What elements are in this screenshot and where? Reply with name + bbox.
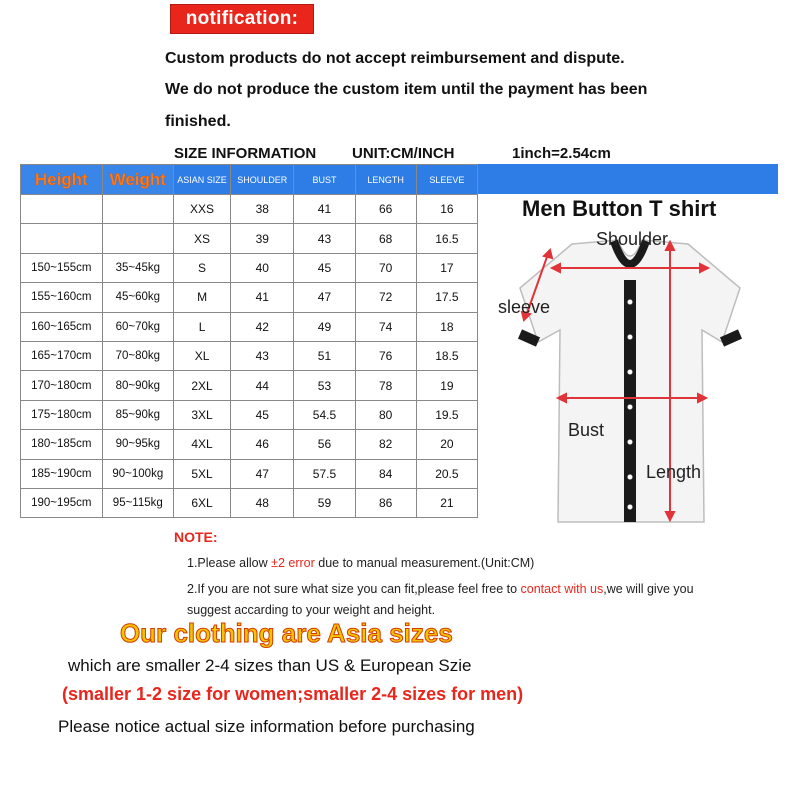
cell-shoulder: 46 bbox=[231, 430, 294, 459]
cell-length: 72 bbox=[355, 283, 416, 312]
cell-shoulder: 44 bbox=[231, 371, 294, 400]
cell-sleeve: 21 bbox=[416, 488, 477, 517]
cell-sleeve: 16 bbox=[416, 195, 477, 224]
header-asian-size: ASIAN SIZE bbox=[174, 165, 231, 195]
cell-length: 76 bbox=[355, 341, 416, 370]
cell-shoulder: 47 bbox=[231, 459, 294, 488]
cell-shoulder: 39 bbox=[231, 224, 294, 253]
size-table-container bbox=[20, 164, 480, 518]
cell-shoulder: 48 bbox=[231, 488, 294, 517]
cell-height: 180~185cm bbox=[21, 430, 103, 459]
size-information-label: SIZE INFORMATION bbox=[174, 144, 317, 162]
table-row bbox=[21, 283, 478, 312]
cell-sleeve: 20.5 bbox=[416, 459, 477, 488]
cell-length: 70 bbox=[355, 253, 416, 282]
cell-height bbox=[21, 195, 103, 224]
shirt-diagram bbox=[490, 192, 790, 532]
cell-asian-size: 5XL bbox=[174, 459, 231, 488]
notice-line: Please notice actual size information before purchasing bbox=[58, 717, 475, 736]
cell-bust: 59 bbox=[294, 488, 355, 517]
cell-length: 86 bbox=[355, 488, 416, 517]
note-line-1-post: due to manual measurement.(Unit:CM) bbox=[314, 556, 535, 570]
cell-height: 160~165cm bbox=[21, 312, 103, 341]
header-length: LENGTH bbox=[355, 165, 416, 195]
cell-length: 68 bbox=[355, 224, 416, 253]
cell-asian-size: 4XL bbox=[174, 430, 231, 459]
notification-line-3: finished. bbox=[165, 113, 231, 130]
cell-height: 150~155cm bbox=[21, 253, 103, 282]
cell-weight: 70~80kg bbox=[102, 341, 173, 370]
cell-weight: 90~100kg bbox=[102, 459, 173, 488]
notification-line-1: Custom products do not accept reimbursement and dispute. bbox=[165, 50, 625, 67]
cell-shoulder: 38 bbox=[231, 195, 294, 224]
button-placket bbox=[624, 280, 636, 522]
cell-sleeve: 18.5 bbox=[416, 341, 477, 370]
notification-badge: notification: bbox=[170, 4, 314, 34]
table-header-row bbox=[21, 165, 478, 195]
header-weight: Weight bbox=[102, 165, 173, 195]
cell-asian-size: 6XL bbox=[174, 488, 231, 517]
cell-asian-size: S bbox=[174, 253, 231, 282]
cell-length: 78 bbox=[355, 371, 416, 400]
header-shoulder: SHOULDER bbox=[231, 165, 294, 195]
size-information-bar bbox=[174, 141, 774, 165]
cell-height: 165~170cm bbox=[21, 341, 103, 370]
cell-weight: 60~70kg bbox=[102, 312, 173, 341]
table-row bbox=[21, 341, 478, 370]
table-row bbox=[21, 430, 478, 459]
cell-height: 155~160cm bbox=[21, 283, 103, 312]
cell-bust: 45 bbox=[294, 253, 355, 282]
cell-asian-size: L bbox=[174, 312, 231, 341]
inch-conversion-label: 1inch=2.54cm bbox=[512, 144, 611, 162]
asia-sizes-title: Our clothing are Asia sizes bbox=[120, 618, 453, 648]
table-row bbox=[21, 253, 478, 282]
cell-sleeve: 19 bbox=[416, 371, 477, 400]
table-row bbox=[21, 195, 478, 224]
cell-length: 74 bbox=[355, 312, 416, 341]
table-header-extension bbox=[478, 164, 778, 194]
cell-height: 190~195cm bbox=[21, 488, 103, 517]
cell-asian-size: XXS bbox=[174, 195, 231, 224]
cell-sleeve: 19.5 bbox=[416, 400, 477, 429]
cell-weight: 85~90kg bbox=[102, 400, 173, 429]
header-bust: BUST bbox=[294, 165, 355, 195]
cell-asian-size: 3XL bbox=[174, 400, 231, 429]
unit-label: UNIT:CM/INCH bbox=[352, 144, 455, 162]
note-line-3: suggest accarding to your weight and height. bbox=[187, 603, 436, 617]
cell-height bbox=[21, 224, 103, 253]
note-error-highlight: ±2 error bbox=[271, 556, 315, 570]
cell-sleeve: 17 bbox=[416, 253, 477, 282]
note-line-2 bbox=[187, 582, 694, 596]
note-line-1-pre: 1.Please allow bbox=[187, 556, 272, 570]
sleeve-label: sleeve bbox=[498, 297, 551, 317]
cell-length: 84 bbox=[355, 459, 416, 488]
cell-height: 170~180cm bbox=[21, 371, 103, 400]
cell-asian-size: 2XL bbox=[174, 371, 231, 400]
note-line-2-post: ,we will give you bbox=[603, 582, 694, 596]
cell-weight: 80~90kg bbox=[102, 371, 173, 400]
cell-shoulder: 43 bbox=[231, 341, 294, 370]
cell-sleeve: 18 bbox=[416, 312, 477, 341]
cell-asian-size: XL bbox=[174, 341, 231, 370]
cell-shoulder: 42 bbox=[231, 312, 294, 341]
contact-link-text: contact with us bbox=[520, 582, 604, 596]
note-line-2-pre: 2.If you are not sure what size you can fit,please feel free to bbox=[187, 582, 521, 596]
cell-length: 82 bbox=[355, 430, 416, 459]
cell-weight bbox=[102, 195, 173, 224]
cell-weight bbox=[102, 224, 173, 253]
size-table-body bbox=[21, 195, 478, 518]
cell-height: 185~190cm bbox=[21, 459, 103, 488]
cell-bust: 43 bbox=[294, 224, 355, 253]
cell-bust: 47 bbox=[294, 283, 355, 312]
notification-line-2: We do not produce the custom item until the payment has been bbox=[165, 81, 648, 98]
cell-weight: 95~115kg bbox=[102, 488, 173, 517]
smaller-sizes-line: which are smaller 2-4 sizes than US & European Szie bbox=[68, 656, 472, 675]
note-heading: NOTE: bbox=[174, 529, 218, 545]
cell-length: 66 bbox=[355, 195, 416, 224]
cell-shoulder: 45 bbox=[231, 400, 294, 429]
table-row bbox=[21, 400, 478, 429]
cell-bust: 51 bbox=[294, 341, 355, 370]
cell-shoulder: 40 bbox=[231, 253, 294, 282]
length-label: Length bbox=[646, 462, 702, 482]
diagram-title: Men Button T shirt bbox=[522, 196, 717, 221]
header-sleeve: SLEEVE bbox=[416, 165, 477, 195]
gender-size-note: (smaller 1-2 size for women;smaller 2-4 sizes for men) bbox=[62, 684, 524, 704]
cell-weight: 45~60kg bbox=[102, 283, 173, 312]
cell-sleeve: 16.5 bbox=[416, 224, 477, 253]
cell-bust: 56 bbox=[294, 430, 355, 459]
note-line-1 bbox=[187, 556, 534, 570]
cell-bust: 41 bbox=[294, 195, 355, 224]
header-height: Height bbox=[21, 165, 103, 195]
cell-bust: 49 bbox=[294, 312, 355, 341]
cell-asian-size: XS bbox=[174, 224, 231, 253]
cell-bust: 53 bbox=[294, 371, 355, 400]
cell-asian-size: M bbox=[174, 283, 231, 312]
table-row bbox=[21, 371, 478, 400]
bust-label: Bust bbox=[568, 420, 605, 440]
cell-bust: 57.5 bbox=[294, 459, 355, 488]
cell-shoulder: 41 bbox=[231, 283, 294, 312]
cell-weight: 90~95kg bbox=[102, 430, 173, 459]
table-row bbox=[21, 488, 478, 517]
cell-length: 80 bbox=[355, 400, 416, 429]
size-table bbox=[20, 164, 478, 518]
cell-sleeve: 17.5 bbox=[416, 283, 477, 312]
table-row bbox=[21, 224, 478, 253]
table-row bbox=[21, 312, 478, 341]
shoulder-label: Shoulder bbox=[596, 229, 669, 249]
table-row bbox=[21, 459, 478, 488]
cell-sleeve: 20 bbox=[416, 430, 477, 459]
cell-height: 175~180cm bbox=[21, 400, 103, 429]
cell-weight: 35~45kg bbox=[102, 253, 173, 282]
cell-bust: 54.5 bbox=[294, 400, 355, 429]
